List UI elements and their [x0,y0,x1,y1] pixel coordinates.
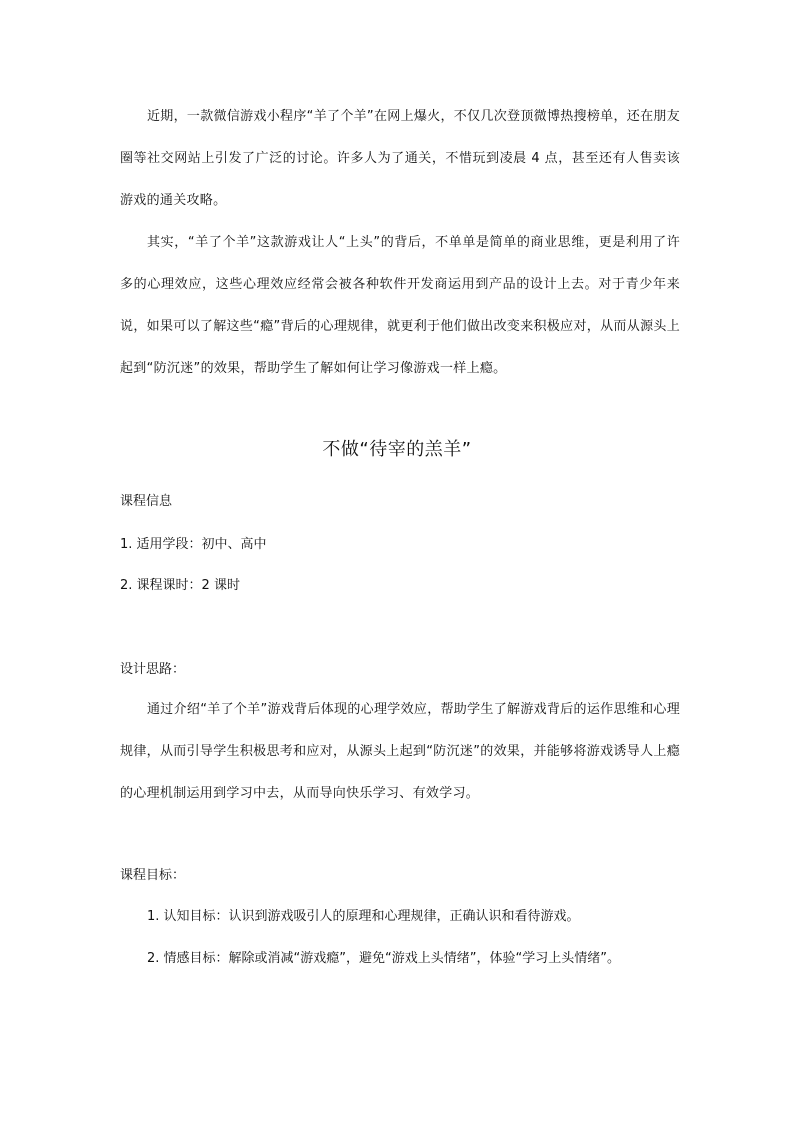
design-heading: 设计思路： [120,662,186,677]
goals-heading: 课程目标： [120,868,186,883]
goal-item-emotional: 2. 情感目标：解除或消减“游戏瘾”，避免“游戏上头情绪”，体验“学习上头情绪”。 [147,951,620,966]
course-info-item-hours: 2. 课程课时：2 课时 [120,578,240,593]
page-title: 不做“待宰的羔羊” [322,439,472,460]
intro-paragraph-1: 近期，一款微信游戏小程序“羊了个羊”在网上爆火，不仅几次登顶微博热搜榜单，还在朋友圈等社交网站上引发了广泛的讨论。许多人为了通关，不惜玩到凌晨 4 点，甚至还有人售卖该游戏的通关攻略。 [120,109,680,208]
course-info-item-stage: 1. 适用学段：初中、高中 [120,537,267,552]
intro-paragraph-2: 其实，“羊了个羊”这款游戏让人“上头”的背后，不单单是简单的商业思维，更是利用了许多的心理效应，这些心理效应经常会被各种软件开发商运用到产品的设计上去。对于青少年来说，如果可以了解这些“瘾”背后的心理规律，就更利于他们做出改变来积极应对，从而从源头上起到“防沉迷”的效果，帮助学生了解如何让学习像游戏一样上瘾。 [120,235,680,376]
design-paragraph: 通过介绍“羊了个羊”游戏背后体现的心理学效应，帮助学生了解游戏背后的运作思维和心理规律，从而引导学生积极思考和应对，从源头上起到“防沉迷”的效果，并能够将游戏诱导人上瘾的心理机制运用到学习中去，从而导向快乐学习、有效学习。 [120,702,680,801]
course-info-heading: 课程信息 [120,494,173,509]
goal-item-cognitive: 1. 认知目标：认识到游戏吸引人的原理和心理规律，正确认识和看待游戏。 [147,909,580,924]
